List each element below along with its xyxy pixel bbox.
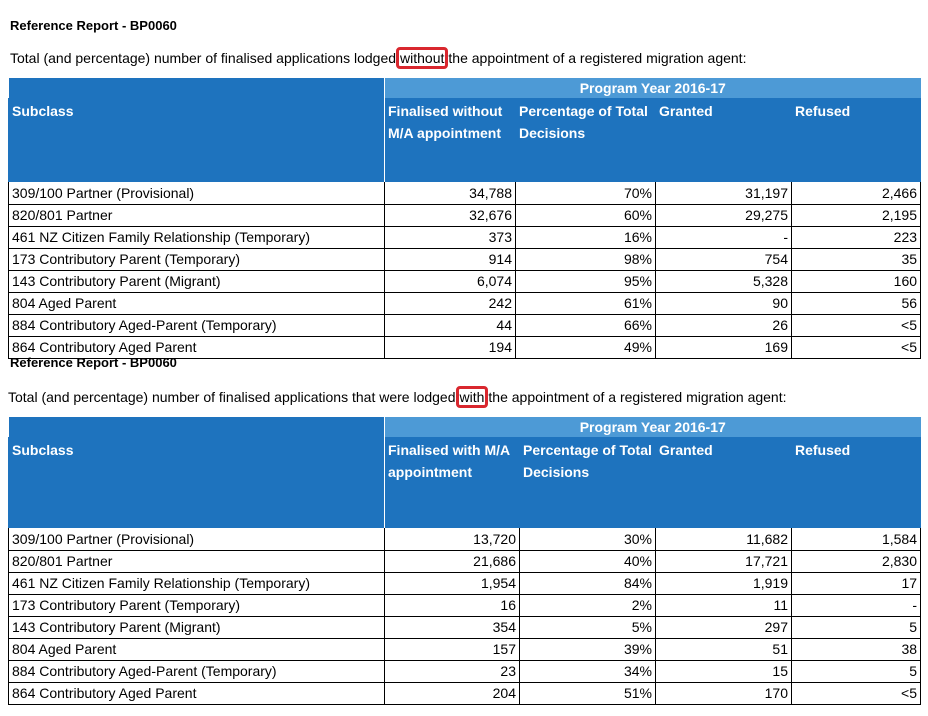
subclass-cell: 884 Contributory Aged-Parent (Temporary) [9,660,385,682]
value-cell: 61% [516,292,656,314]
value-cell: 373 [385,226,516,248]
subclass-cell: 173 Contributory Parent (Temporary) [9,248,385,270]
table-row [9,616,921,638]
report1-desc-post: the appointment of a registered migration agent: [448,50,747,66]
report2-desc-post: the appointment of a registered migration agent: [488,389,787,405]
value-cell: 914 [385,248,516,270]
table-row [9,270,921,292]
report1-highlight-without: without [396,47,448,69]
subclass-cell: 804 Aged Parent [9,292,385,314]
table-row [9,292,921,314]
column-header: Refused [792,98,921,182]
value-cell: <5 [792,314,921,336]
value-cell: 5,328 [656,270,792,292]
subclass-cell: 309/100 Partner (Provisional) [9,182,385,204]
value-cell: 1,954 [385,572,520,594]
subclass-cell: 864 Contributory Aged Parent [9,336,385,358]
program-year-band [9,417,921,437]
table-row [9,248,921,270]
report2-table [8,417,921,705]
value-cell: 40% [520,550,656,572]
value-cell: 5% [520,616,656,638]
table-header-row [9,98,921,182]
column-header: Granted [656,437,792,528]
table-row [9,550,921,572]
value-cell: 84% [520,572,656,594]
value-cell: 297 [656,616,792,638]
column-header: Finalised without M/A appointment [385,98,516,182]
table-row [9,572,921,594]
value-cell: 23 [385,660,520,682]
table-row [9,226,921,248]
column-header: Refused [792,437,921,528]
value-cell: 170 [656,682,792,704]
value-cell: <5 [792,336,921,358]
value-cell: 30% [520,528,656,550]
report1-desc-pre: Total (and percentage) number of finalised applications lodged [10,50,397,66]
table-row [9,594,921,616]
value-cell: 44 [385,314,516,336]
value-cell: 56 [792,292,921,314]
value-cell: - [656,226,792,248]
subclass-cell: 864 Contributory Aged Parent [9,682,385,704]
report1-table-body [9,182,921,358]
value-cell: 29,275 [656,204,792,226]
table-row [9,660,921,682]
value-cell: 1,584 [792,528,921,550]
value-cell: - [792,594,921,616]
value-cell: 16 [385,594,520,616]
value-cell: 49% [516,336,656,358]
value-cell: 2,195 [792,204,921,226]
value-cell: 26 [656,314,792,336]
program-year-band [9,78,921,98]
table-row [9,314,921,336]
value-cell: 160 [792,270,921,292]
value-cell: 60% [516,204,656,226]
report1-description [10,50,746,66]
table-row [9,204,921,226]
program-year-label: Program Year 2016-17 [385,417,921,437]
report2-heading: Reference Report - BP0060 [10,355,177,370]
value-cell: 2,466 [792,182,921,204]
table-row [9,182,921,204]
report2-table-body [9,528,921,704]
subclass-cell: 143 Contributory Parent (Migrant) [9,616,385,638]
value-cell: 204 [385,682,520,704]
subclass-cell: 884 Contributory Aged-Parent (Temporary) [9,314,385,336]
value-cell: 34,788 [385,182,516,204]
table-row [9,682,921,704]
report2-highlight-with: with [456,386,489,408]
value-cell: 157 [385,638,520,660]
value-cell: 11,682 [656,528,792,550]
value-cell: 169 [656,336,792,358]
value-cell: 194 [385,336,516,358]
subclass-cell: 173 Contributory Parent (Temporary) [9,594,385,616]
value-cell: 5 [792,660,921,682]
value-cell: 11 [656,594,792,616]
value-cell: 17,721 [656,550,792,572]
value-cell: 66% [516,314,656,336]
subclass-cell: 143 Contributory Parent (Migrant) [9,270,385,292]
column-header: Subclass [9,98,385,182]
report2-description [8,389,787,405]
value-cell: 21,686 [385,550,520,572]
subclass-cell: 309/100 Partner (Provisional) [9,528,385,550]
value-cell: <5 [792,682,921,704]
value-cell: 5 [792,616,921,638]
column-header: Percentage of Total Decisions [520,437,656,528]
table-row [9,638,921,660]
table-row [9,528,921,550]
value-cell: 242 [385,292,516,314]
column-header: Percentage of Total Decisions [516,98,656,182]
value-cell: 1,919 [656,572,792,594]
value-cell: 90 [656,292,792,314]
value-cell: 51 [656,638,792,660]
value-cell: 51% [520,682,656,704]
value-cell: 2% [520,594,656,616]
value-cell: 754 [656,248,792,270]
value-cell: 31,197 [656,182,792,204]
column-header: Granted [656,98,792,182]
value-cell: 32,676 [385,204,516,226]
report1-table [8,78,921,359]
table-header-row [9,437,921,528]
value-cell: 95% [516,270,656,292]
subclass-cell: 820/801 Partner [9,204,385,226]
subclass-cell: 461 NZ Citizen Family Relationship (Temporary) [9,572,385,594]
column-header: Subclass [9,437,385,528]
subclass-cell: 804 Aged Parent [9,638,385,660]
value-cell: 223 [792,226,921,248]
program-year-label: Program Year 2016-17 [385,78,921,98]
subclass-cell: 461 NZ Citizen Family Relationship (Temporary) [9,226,385,248]
value-cell: 6,074 [385,270,516,292]
column-header: Finalised with M/A appointment [385,437,520,528]
report2-desc-pre: Total (and percentage) number of finalised applications that were lodged [8,389,456,405]
report1-heading: Reference Report - BP0060 [10,18,177,33]
value-cell: 34% [520,660,656,682]
value-cell: 17 [792,572,921,594]
value-cell: 39% [520,638,656,660]
value-cell: 70% [516,182,656,204]
value-cell: 35 [792,248,921,270]
subclass-cell: 820/801 Partner [9,550,385,572]
value-cell: 16% [516,226,656,248]
value-cell: 98% [516,248,656,270]
value-cell: 2,830 [792,550,921,572]
value-cell: 13,720 [385,528,520,550]
value-cell: 354 [385,616,520,638]
value-cell: 38 [792,638,921,660]
value-cell: 15 [656,660,792,682]
